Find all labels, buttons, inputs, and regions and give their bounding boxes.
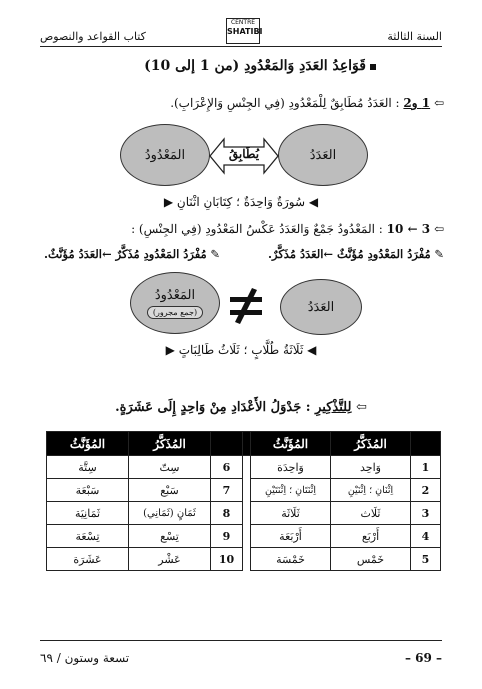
table-gap xyxy=(243,548,251,571)
diagram-2-number-ellipse xyxy=(280,279,362,335)
diagram-1-arrow-label: يُطَابِقُ xyxy=(228,147,260,161)
rule-2-text: : المَعْدُودُ جَمْعٌ وَالعَدَدُ عَكْسُ المَعْدُودِ (فِي الجِنْسِ) : xyxy=(131,222,383,236)
diagram-1-counted-label: المَعْدُودُ xyxy=(144,147,186,163)
rule-2-case-2: مُفْرَدُ المَعْدُودِ مُؤَنَّثٌ ←العَدَدُ مُذَكَّرٌ. xyxy=(267,247,431,261)
page-number: – 69 – xyxy=(404,651,442,665)
rule-2-arrow-icon: ⇦ xyxy=(433,222,444,236)
table-header-spacer xyxy=(211,432,243,456)
diagram-1-counted-ellipse xyxy=(120,124,210,186)
logo-top-text: CENTRE xyxy=(230,19,256,26)
row-number: 10 xyxy=(211,548,243,571)
table-header-masc-left: المُذَكَّرُ xyxy=(129,432,211,456)
reminder-text: : جَدْوَلُ الأَعْدَادِ مِنْ وَاحِدٍ إِلَى عَشَرَةٍ. xyxy=(115,400,311,415)
table-row xyxy=(47,548,441,571)
diagram-2-counted-label: المَعْدُودُ xyxy=(154,287,196,303)
masc-cell: سِتّ xyxy=(129,456,211,479)
table-header-gap xyxy=(243,432,251,456)
table-header-row xyxy=(47,432,441,456)
row-number: 5 xyxy=(411,548,441,571)
table-gap xyxy=(243,502,251,525)
diagram-1-number-ellipse xyxy=(278,124,368,186)
reminder-line xyxy=(0,400,482,415)
header-rule xyxy=(40,46,442,47)
pen-icon: ✎ xyxy=(210,247,221,261)
masc-cell: سَبْع xyxy=(129,479,211,502)
masc-cell: تِسْع xyxy=(129,525,211,548)
row-number: 2 xyxy=(411,479,441,502)
school-year: السنة الثالثة xyxy=(387,30,442,43)
rule-2 xyxy=(131,222,444,236)
page-number-words: تسعة وستون / ٦٩ xyxy=(40,651,130,665)
table-gap xyxy=(243,525,251,548)
example-2: ◀ ثَلَاثَةُ طُلَّابٍ ؛ ثَلَاثُ طَالِبَاتٍ ▶ xyxy=(165,343,317,357)
fem-cell: خَمْسَة xyxy=(251,548,331,571)
table-row xyxy=(47,525,441,548)
table-header-spacer xyxy=(411,432,441,456)
rule-1-range: 1 و2 xyxy=(403,96,431,110)
masc-cell: ثَمَانٍ (ثَمَانِي) xyxy=(129,502,211,525)
rule-2-case-1: مُفْرَدُ المَعْدُودِ مُذَكَّرٌ ←العَدَدُ مُؤَنَّثٌ. xyxy=(44,247,207,261)
row-number: 3 xyxy=(411,502,441,525)
rule-2-range: 3 ← 10 xyxy=(386,222,431,236)
fem-cell: سَبْعَة xyxy=(47,479,129,502)
numbers-table xyxy=(46,431,441,571)
table-gap xyxy=(243,479,251,502)
table-header-masc-right: المُذَكَّرُ xyxy=(331,432,411,456)
rule-1-text: : العَدَدُ مُطَابِقٌ لِلْمَعْدُودِ (فِي الجِنْسِ وَالإِعْرَابِ). xyxy=(170,96,400,110)
diagram-2-number-label: العَدَدُ xyxy=(307,299,335,315)
fem-cell: ثَلَاثَة xyxy=(251,502,331,525)
title-bullet-icon xyxy=(370,64,376,70)
pen-icon: ✎ xyxy=(434,247,444,261)
row-number: 7 xyxy=(211,479,243,502)
masc-cell: أَرْبَع xyxy=(331,525,411,548)
fem-cell: وَاحِدَة xyxy=(251,456,331,479)
example-1: ◀ سُورَةٌ وَاحِدَةٌ ؛ كِتَابَانِ اثْنَانِ ▶ xyxy=(163,195,319,209)
row-number: 6 xyxy=(211,456,243,479)
fem-cell: أَرْبَعَة xyxy=(251,525,331,548)
row-number: 4 xyxy=(411,525,441,548)
diagram-2-counted-ellipse xyxy=(130,272,220,334)
fem-cell: ثَمَانِيَة xyxy=(47,502,129,525)
table-header-fem-left: المُؤَنَّثُ xyxy=(47,432,129,456)
fem-cell: سِتَّة xyxy=(47,456,129,479)
row-number: 8 xyxy=(211,502,243,525)
shatibi-logo xyxy=(226,18,263,44)
table-row xyxy=(47,502,441,525)
diagram-2-counted-sublabel: (جمع مجرور) xyxy=(147,306,203,319)
not-equal-icon xyxy=(226,287,266,325)
row-number: 1 xyxy=(411,456,441,479)
rule-1-arrow-icon: ⇦ xyxy=(433,96,444,110)
masc-cell: ثَلَاث xyxy=(331,502,411,525)
fem-cell: تِسْعَة xyxy=(47,525,129,548)
row-number: 9 xyxy=(211,525,243,548)
table-gap xyxy=(243,456,251,479)
reminder-label: لِلتَّذْكِيرِ xyxy=(315,400,352,415)
table-row xyxy=(47,456,441,479)
fem-cell: عَشَرَة xyxy=(47,548,129,571)
masc-cell: وَاحِد xyxy=(331,456,411,479)
masc-cell: عَشْر xyxy=(129,548,211,571)
diagram-1-number-label: العَدَدُ xyxy=(309,147,337,163)
logo-bottom-text: SHATIBI xyxy=(227,27,263,36)
reminder-arrow-icon: ⇦ xyxy=(355,400,367,415)
footer-rule xyxy=(40,640,442,641)
page-title: قَوَاعِدُ العَدَدِ وَالمَعْدُودِ (من 1 إلى 10) xyxy=(144,58,366,74)
rule-2-case-masculine xyxy=(44,247,220,261)
rule-2-case-feminine xyxy=(268,247,444,261)
table-row xyxy=(47,479,441,502)
book-title: كتاب القواعد والنصوص xyxy=(40,30,146,43)
fem-cell: اِثْنَتَانِ ؛ اِثْنَتَيْنِ xyxy=(251,479,331,502)
rule-1 xyxy=(170,96,444,110)
masc-cell: خَمْس xyxy=(331,548,411,571)
table-header-fem-right: المُؤَنَّثُ xyxy=(251,432,331,456)
masc-cell: اِثْنَانِ ؛ اِثْنَيْنِ xyxy=(331,479,411,502)
